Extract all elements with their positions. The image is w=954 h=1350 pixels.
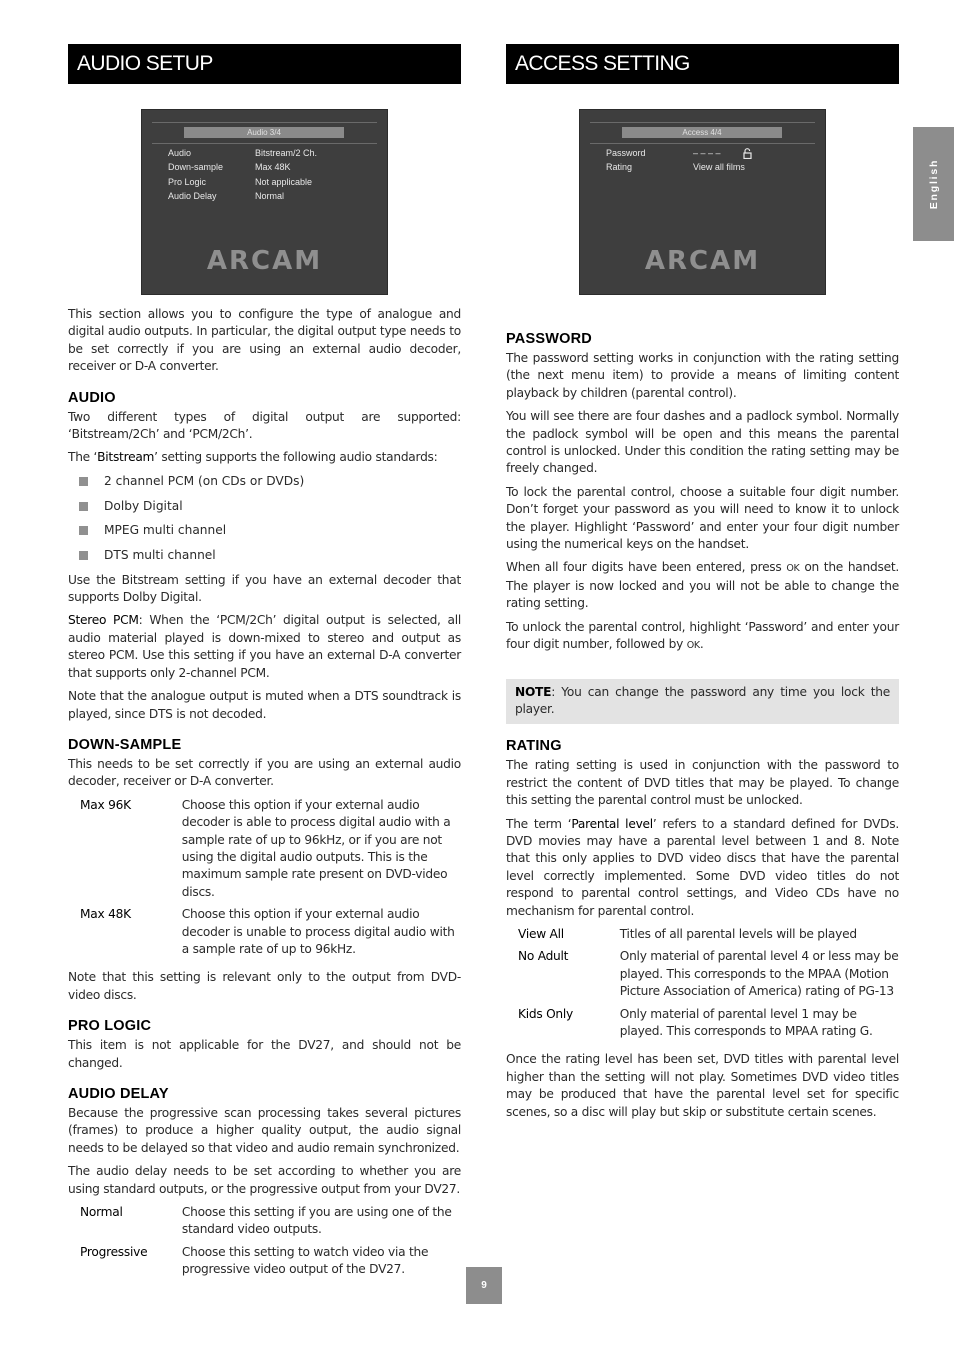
arcam-logo: ARCAM: [644, 246, 761, 276]
rating-options: [518, 926, 899, 1045]
screen-header: Access 4/4: [622, 127, 782, 138]
bullet-square-icon: [79, 551, 88, 560]
screen-row-value: View all films: [693, 162, 745, 173]
definition-row: [518, 948, 899, 1005]
screen-divider: [152, 143, 377, 144]
rating-paragraph: The rating setting is used in conjunction with the password to restrict the content of DVD titles that may be played. To change this setting the parental control must be unlocked.: [506, 758, 899, 808]
text-fragment: To unlock the parental control, highlight ‘Password’ and enter your four digit number, followed by: [506, 619, 899, 652]
definition-row: [80, 1204, 461, 1244]
definition-row: [80, 797, 461, 906]
screen-row-password: [606, 148, 817, 162]
definition-term: No Adult: [518, 949, 569, 964]
definition-term: Max 48K: [80, 907, 131, 922]
pro-logic-paragraph: This item is not applicable for the DV27, and should not be changed.: [68, 1038, 461, 1070]
audio-paragraph: Two different types of digital output are supported: ‘Bitstream/2Ch’ and ‘PCM/2Ch’.: [68, 409, 461, 442]
audio-delay-paragraph: Because the progressive scan processing takes several pictures (frames) to produce a higher quality output, the audio signal needs to be delayed so that video and audio remain synchronized.: [68, 1106, 461, 1155]
screen-row-label: Down-sample: [168, 162, 224, 173]
list-item: [68, 498, 461, 515]
audio-paragraph: [68, 449, 461, 466]
screen-divider: [590, 143, 815, 144]
down-sample-paragraph: This needs to be set correctly if you are using an external audio decoder, receiver or D-A converter.: [68, 756, 461, 789]
audio-paragraph: [68, 612, 461, 682]
definition-term: Kids Only: [518, 1006, 574, 1021]
list-item-text: 2 channel PCM (on CDs or DVDs): [104, 473, 305, 488]
list-item: [68, 473, 461, 490]
list-item: [68, 522, 461, 539]
password-paragraph: You will see there are four dashes and a padlock symbol. Normally the padlock symbol will be open and this means the parental control is unlocked. Under this condition the rating setting may be freely changed.: [506, 409, 899, 476]
padlock-open-icon: [743, 148, 752, 162]
definition-text: Only material of parental level 1 may be played. This corresponds to MPAA rating G.: [619, 1006, 873, 1038]
text-fragment: .: [699, 637, 704, 652]
screen-row-label: Password: [606, 148, 646, 158]
arcam-logo: ARCAM: [206, 246, 323, 276]
intro-paragraph: This section allows you to configure the type of analogue and digital audio outputs. In particular, the digital output type needs to be set correctly if you are using an external audio decoder, receiver or D-A converter.: [68, 307, 461, 374]
language-tab: [913, 127, 954, 241]
down-sample-paragraph: Note that this setting is relevant only to the output from DVD-video discs.: [68, 970, 461, 1002]
down-sample-options: [80, 797, 461, 964]
password-paragraph: [506, 559, 899, 612]
list-item-text: DTS multi channel: [104, 547, 216, 562]
down-sample-heading: DOWN-SAMPLE: [68, 736, 182, 753]
text-fragment: When all four digits have been entered, press: [506, 560, 787, 575]
definition-row: [80, 1244, 461, 1284]
audio-menu-screenshot: [141, 109, 388, 295]
text-fragment: on the handset. The player is now locked and you will not be able to change the rating setting.: [506, 560, 899, 611]
text-fragment: The term ‘: [506, 816, 572, 831]
note-box: [506, 679, 899, 725]
rating-paragraph: Once the rating level has been set, DVD titles with parental level higher than the setting will not play. Sometimes DVD video titles may be produced that have the parental level set for specific scenes, so a disc will play but skip or substitute certain scenes.: [506, 1052, 899, 1119]
definition-row: [518, 926, 899, 948]
screen-divider: [152, 122, 377, 123]
parental-level-term: Parental level: [571, 816, 653, 831]
audio-paragraph: Note that the analogue output is muted when a DTS soundtrack is played, since DTS is not decoded.: [68, 689, 461, 721]
definition-text: Choose this option if your external audio decoder is able to process digital audio with a sample rate of up to 96kHz, or if you are not using the digital audio outputs. This is the maximum sample rate present on DVD-video discs.: [181, 797, 451, 899]
screen-row-audio-delay: [168, 191, 379, 205]
pro-logic-heading: PRO LOGIC: [68, 1018, 152, 1035]
screen-row-label: Rating: [606, 162, 633, 173]
audio-setup-title: AUDIO SETUP: [68, 44, 461, 84]
password-paragraph: To lock the parental control, choose a suitable four digit number. Don’t forget your password as you will need to know it to unlock the player. Highlight ‘Password’ and enter your four digit number using the numerical keys on the handset.: [506, 484, 899, 552]
audio-standards-list: [68, 473, 461, 565]
password-paragraph: The password setting works in conjunction with the rating setting (the next menu item) to provide a means of limiting content playback by children (parental control).: [506, 351, 899, 400]
text-fragment: : When the ‘PCM/2Ch’ digital output is selected, all audio material played is down-mixed to stereo and output as stereo PCM. Use this setting if you have an external D-A converter that supports only 2-channel PCM.: [68, 613, 461, 680]
screen-row-audio: [168, 148, 379, 162]
definition-text: Choose this option if your external audio decoder is unable to process digital audio with a sample rate of up to 96kHz.: [181, 907, 455, 956]
rating-paragraph: [506, 816, 899, 920]
stereo-pcm-term: Stereo PCM: [68, 613, 139, 628]
access-menu-screenshot: [579, 109, 826, 295]
definition-term: Max 96K: [80, 797, 131, 812]
definition-term: Normal: [80, 1205, 123, 1220]
screen-row-value: Max 48K: [255, 162, 291, 173]
bullet-square-icon: [79, 526, 88, 535]
password-paragraph: [506, 619, 899, 655]
definition-row: [80, 906, 461, 963]
screen-row-value: Bitstream/2 Ch.: [255, 148, 318, 158]
bullet-square-icon: [79, 477, 88, 486]
list-item-text: Dolby Digital: [104, 498, 183, 513]
ok-key-label: OK: [786, 563, 800, 575]
audio-setup-column: [68, 44, 461, 1277]
text-fragment: : You can change the password any time you lock the player.: [515, 684, 890, 716]
definition-row: [518, 1006, 899, 1046]
bullet-square-icon: [79, 502, 88, 511]
access-setting-column: [506, 44, 900, 1119]
bitstream-term: Bitstream: [97, 450, 155, 465]
note-text: [515, 684, 890, 719]
page-number: 9: [466, 1267, 502, 1304]
text-fragment: ’ setting supports the following audio standards:: [154, 450, 438, 465]
screen-row-value: Not applicable: [255, 176, 313, 187]
screen-divider: [590, 122, 815, 123]
text-fragment: ’ refers to a standard defined for DVDs. DVD movies may have a parental level between 1 and 8. Note that this only applies to DVD video discs that have the parental level correctly implemented. Some DVD video titles do not respond to parental control settings, and Video CDs have no mechanism for parental control.: [506, 816, 900, 918]
audio-delay-options: [80, 1204, 461, 1284]
access-setting-title: ACCESS SETTING: [506, 44, 899, 84]
audio-paragraph: Use the Bitstream setting if you have an external decoder that supports Dolby Digital.: [68, 572, 461, 605]
screen-row-down-sample: [168, 162, 379, 176]
screen-row-label: Pro Logic: [168, 176, 207, 187]
screen-row-value: Normal: [255, 190, 285, 201]
rating-heading: RATING: [506, 738, 562, 755]
language-tab-label: English: [927, 158, 940, 210]
definition-text: Only material of parental level 4 or less may be played. This corresponds to the MPAA (Motion Picture Association of America) rating of PG-13: [619, 949, 899, 999]
definition-text: Choose this setting to watch video via the progressive video output of the DV27.: [181, 1244, 429, 1277]
screen-row-rating: [606, 162, 817, 176]
screen-row-label: Audio: [168, 148, 192, 158]
screen-row-pro-logic: [168, 177, 379, 191]
definition-text: Titles of all parental levels will be played: [619, 926, 857, 941]
screen-row-value: – – – –: [693, 148, 721, 158]
text-fragment: The ‘: [68, 450, 98, 465]
password-heading: PASSWORD: [506, 331, 592, 347]
screen-header: Audio 3/4: [184, 127, 344, 138]
list-item: [68, 547, 461, 564]
audio-heading: AUDIO: [68, 389, 116, 406]
definition-term: Progressive: [80, 1244, 148, 1259]
audio-delay-paragraph: The audio delay needs to be set according to whether you are using standard outputs, or the progressive output from your DV27.: [68, 1164, 461, 1196]
definition-text: Choose this setting if you are using one of the standard video outputs.: [181, 1205, 452, 1237]
note-label: NOTE: [515, 684, 552, 699]
screen-row-label: Audio Delay: [168, 190, 217, 201]
definition-term: View All: [518, 926, 564, 941]
audio-delay-heading: AUDIO DELAY: [68, 1086, 169, 1102]
ok-key-label: OK: [686, 640, 700, 652]
list-item-text: MPEG multi channel: [104, 523, 227, 538]
